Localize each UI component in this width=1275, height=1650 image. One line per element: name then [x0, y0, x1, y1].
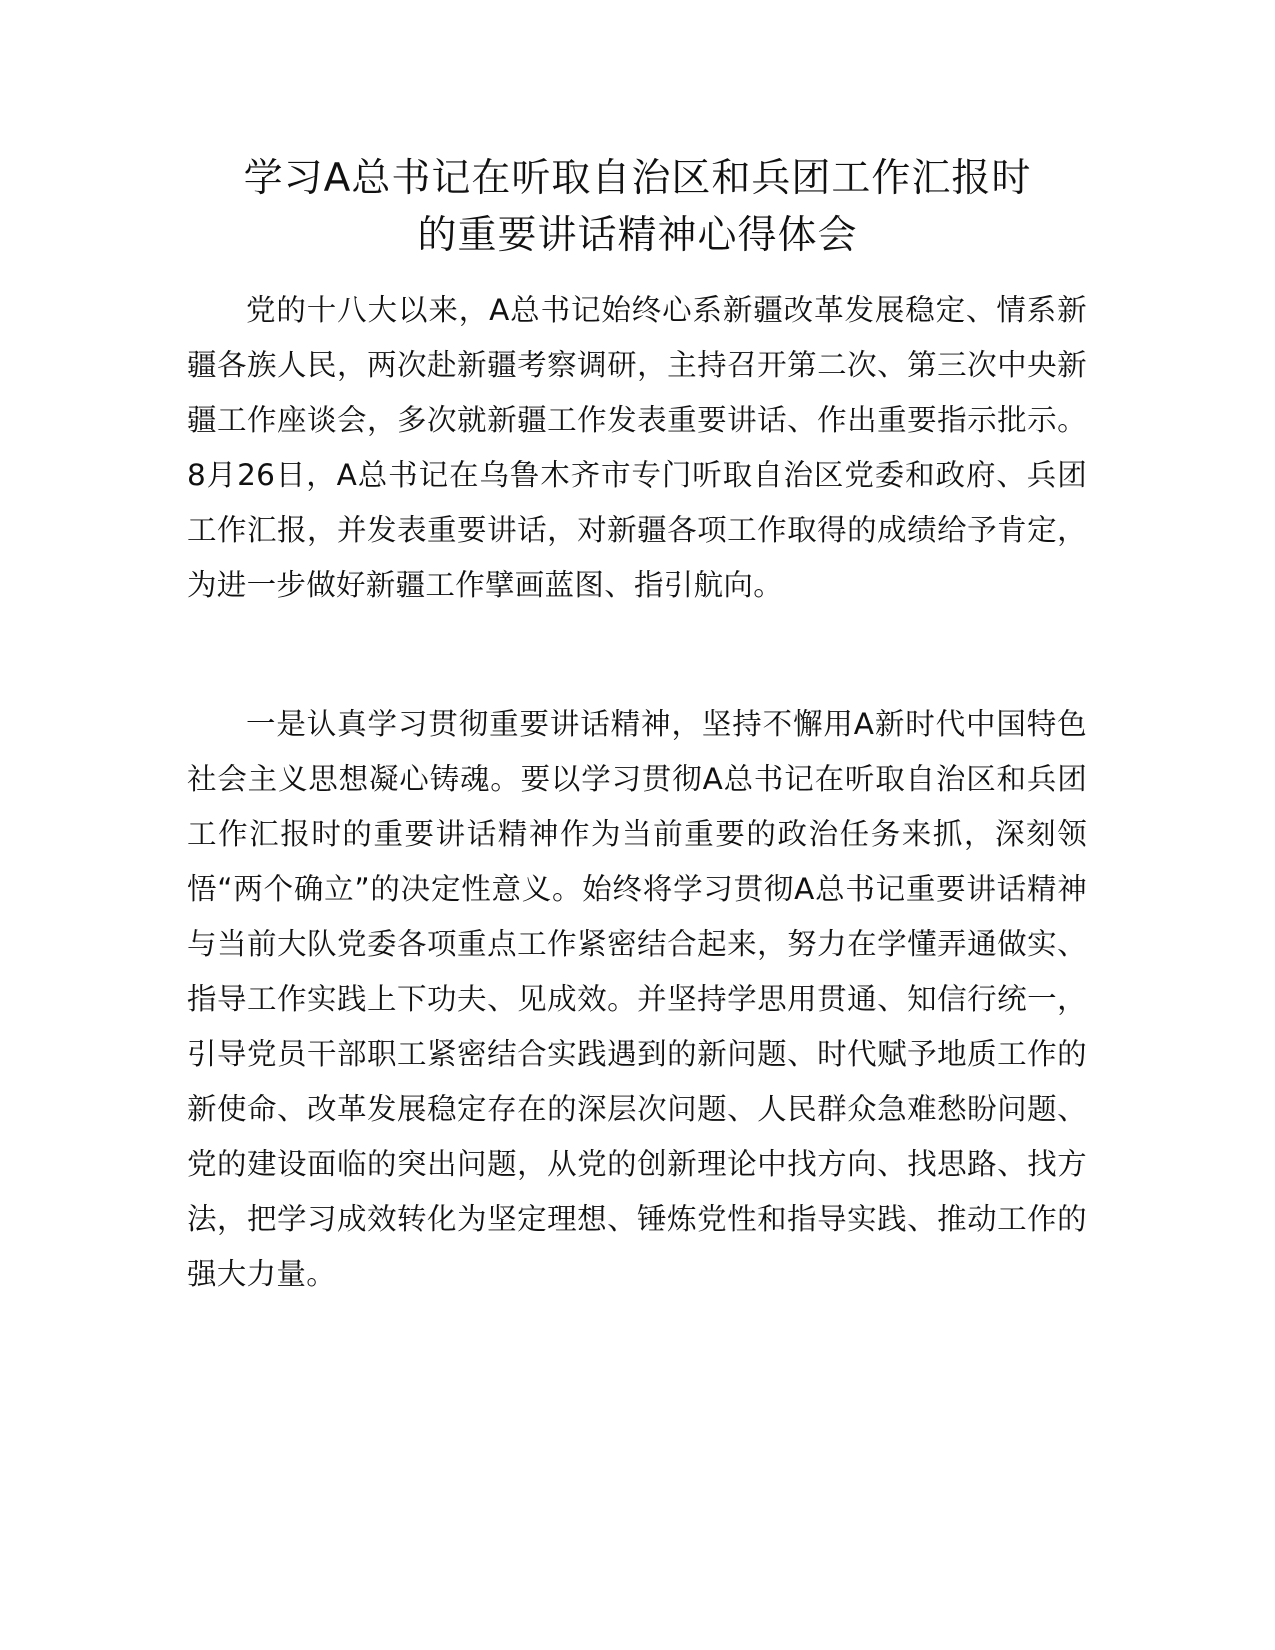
body-paragraph-1: 党的十八大以来，A总书记始终心系新疆改革发展稳定、情系新疆各族人民，两次赴新疆考察调研，主持召开第二次、第三次中央新疆工作座谈会，多次就新疆工作发表重要讲话、作出重要指示批示。8月26日，A总书记在乌鲁木齐市专门听取自治区党委和政府、兵团工作汇报，并发表重要讲话，对新疆各项工作取得的成绩给予肯定，为进一步做好新疆工作擘画蓝图、指引航向。: [187, 293, 1087, 602]
body-paragraph-2: 一是认真学习贯彻重要讲话精神，坚持不懈用A新时代中国特色社会主义思想凝心铸魂。要以学习贯彻A总书记在听取自治区和兵团工作汇报时的重要讲话精神作为当前重要的政治任务来抓，深刻领悟“两个确立”的决定性意义。始终将学习贯彻A总书记重要讲话精神与当前大队党委各项重点工作紧密结合起来，努力在学懂弄通做实、指导工作实践上下功夫、见成效。并坚持学思用贯通、知信行统一，引导党员干部职工紧密结合实践遇到的新问题、时代赋予地质工作的新使命、改革发展稳定存在的深层次问题、人民群众急难愁盼问题、党的建设面临的突出问题，从党的创新理论中找方向、找思路、找方法，把学习成效转化为坚定理想、锤炼党性和指导实践、推动工作的强大力量。: [187, 707, 1087, 1291]
title-line-2: 的重要讲话精神心得体会: [417, 213, 858, 258]
document-title: [160, 150, 1115, 264]
title-line-1: 学习A总书记在听取自治区和兵团工作汇报时: [243, 156, 1032, 201]
